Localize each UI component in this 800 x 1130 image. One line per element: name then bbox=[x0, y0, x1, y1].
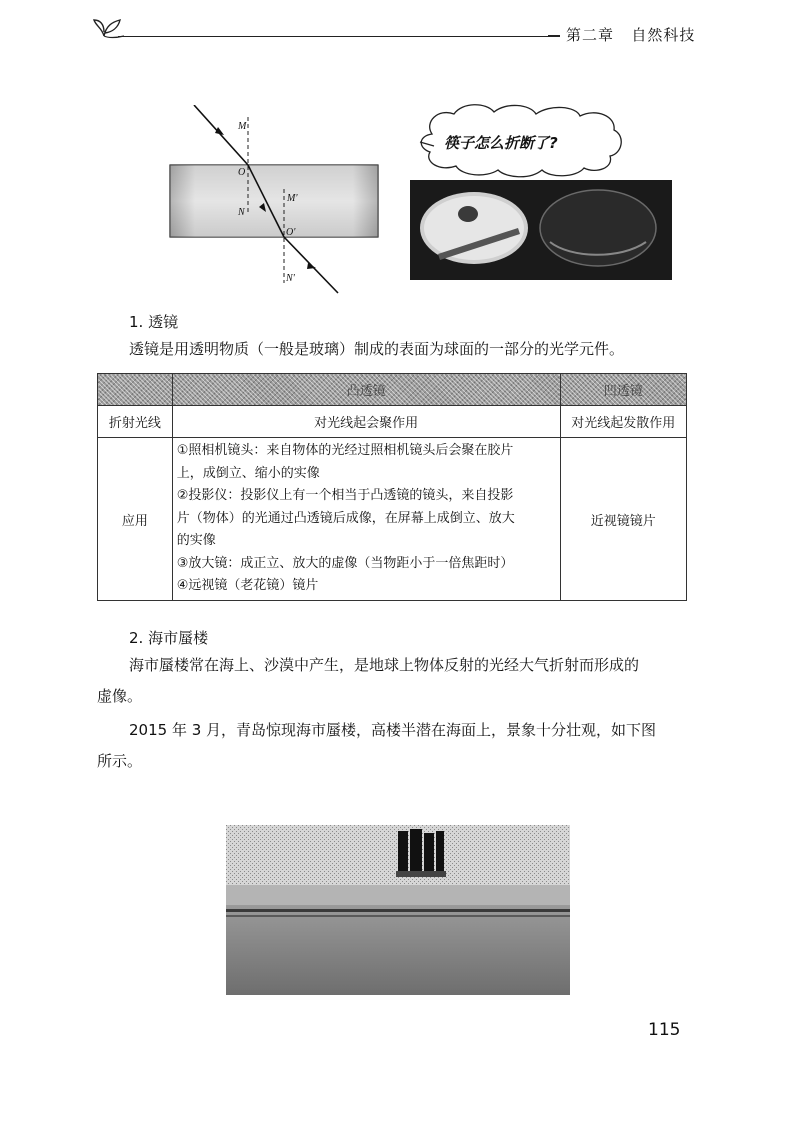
label-o: O bbox=[238, 167, 246, 178]
incident-ray bbox=[194, 105, 248, 165]
table-row bbox=[98, 406, 687, 438]
application-label: 应用 bbox=[98, 438, 173, 601]
table-header-cell bbox=[98, 374, 173, 406]
mirage-paragraph-line: 海市蜃楼常在海上、沙漠中产生，是地球上物体反射的光经大气折射而形成的 bbox=[129, 656, 640, 674]
speech-bubble-text: 筷子怎么折断了? bbox=[444, 134, 558, 152]
running-header bbox=[566, 24, 695, 45]
convex-uses bbox=[172, 438, 560, 601]
label-m: M bbox=[238, 121, 247, 132]
section-title-mirage: 2. 海市蜃楼 bbox=[129, 629, 209, 647]
mirage-paragraph-line: 2015 年 3 月，青岛惊现海市蜃楼，高楼半潜在海面上，景象十分壮观，如下图 bbox=[129, 721, 657, 739]
convex-use-line: ③放大镜：成正立、放大的虚像（当物距小于一倍焦距时） bbox=[176, 555, 514, 571]
refraction-label: 折射光线 bbox=[98, 406, 173, 438]
table-row bbox=[98, 438, 687, 601]
table-header-row bbox=[98, 374, 687, 406]
table-header-convex: 凸透镜 bbox=[172, 374, 560, 406]
convex-use-line: 片（物体）的光通过凸透镜后成像，在屏幕上成倒立、放大 bbox=[176, 510, 515, 526]
convex-use-line: ④远视镜（老花镜）镜片 bbox=[176, 578, 319, 594]
arrow-icon bbox=[307, 263, 316, 269]
chapter-label: 第二章 bbox=[566, 26, 615, 44]
section-title-lens: 1. 透镜 bbox=[129, 313, 179, 331]
lens-definition: 透镜是用透明物质（一般是玻璃）制成的表面为球面的一部分的光学元件。 bbox=[129, 340, 625, 358]
refraction-diagram bbox=[168, 105, 383, 295]
lens-comparison-table bbox=[97, 373, 687, 601]
section-label: 自然科技 bbox=[631, 26, 696, 44]
header-rule-accent bbox=[548, 35, 560, 37]
concave-refraction: 对光线起发散作用 bbox=[560, 406, 687, 438]
convex-refraction: 对光线起会聚作用 bbox=[172, 406, 560, 438]
mirage-photo bbox=[226, 825, 570, 995]
mirage-paragraph-line: 虚像。 bbox=[97, 687, 143, 705]
mirage-paragraph-line: 所示。 bbox=[97, 752, 143, 770]
convex-use-line: 上，成倒立、缩小的实像 bbox=[176, 465, 320, 481]
label-o-prime: O' bbox=[286, 227, 296, 238]
page-number: 115 bbox=[648, 1020, 681, 1040]
table-header-concave: 凹透镜 bbox=[560, 374, 687, 406]
header-rule bbox=[118, 36, 550, 37]
label-m-prime: M' bbox=[287, 193, 298, 204]
convex-use-line: 的实像 bbox=[176, 533, 216, 549]
concave-use: 近视镜镜片 bbox=[560, 438, 687, 601]
label-n: N bbox=[238, 207, 245, 218]
convex-use-line: ①照相机镜头：来自物体的光经过照相机镜头后会聚在胶片 bbox=[176, 443, 514, 459]
convex-use-line: ②投影仪：投影仪上有一个相当于凸透镜的镜头，来自投影 bbox=[176, 488, 514, 504]
chopstick-photo bbox=[410, 102, 672, 280]
label-n-prime: N' bbox=[286, 273, 295, 284]
arrow-icon bbox=[215, 127, 224, 135]
mirage-buildings bbox=[396, 829, 446, 877]
